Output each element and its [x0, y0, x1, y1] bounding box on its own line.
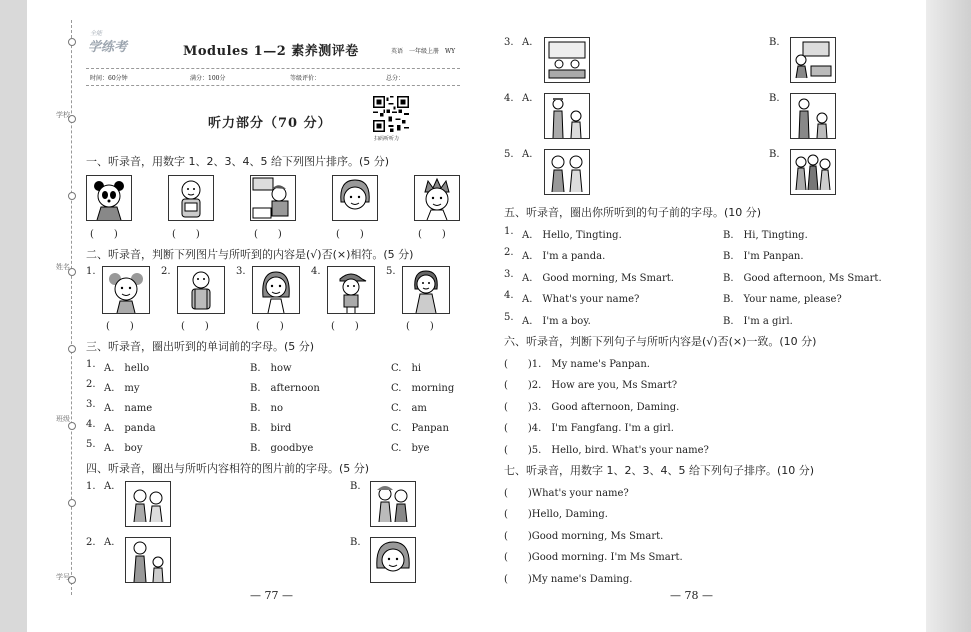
q4-picture-2b[interactable]: [370, 537, 416, 583]
q5-option-b[interactable]: B. I'm Panpan.: [723, 251, 804, 262]
q5-heading: 五、听录音，圈出你所听到的句子前的字母。(10 分): [504, 206, 762, 219]
qr-code-icon[interactable]: [373, 96, 409, 132]
q3-option-b[interactable]: B. how: [250, 363, 292, 374]
binding-hole: [68, 499, 76, 507]
q4-option-b-label[interactable]: B.: [769, 149, 780, 160]
q4-option-b-label[interactable]: B.: [350, 537, 361, 548]
q3-option-c[interactable]: C. Panpan: [391, 423, 449, 434]
binding-line: [71, 20, 73, 595]
boy-icon: [178, 267, 224, 313]
q4-option-a-label[interactable]: A.: [522, 93, 533, 104]
q3-option-a[interactable]: A. my: [104, 383, 140, 394]
q4-picture-2a[interactable]: [125, 537, 171, 583]
q6-heading: 六、听录音，判断下列句子与所听内容是(√)否(×)一致。(10 分): [504, 335, 817, 348]
margin-label-class: 班级: [56, 415, 70, 423]
boy-icon: [169, 176, 213, 220]
q1-heading: 一、听录音，用数字 1、2、3、4、5 给下列图片排序。(5 分): [86, 155, 390, 168]
boy-girl-icon: [791, 94, 835, 138]
q2-heading: 二、听录音，判断下列图片与所听到的内容是(√)否(×)相符。(5 分): [86, 248, 414, 261]
q4-picture-4b[interactable]: [790, 93, 836, 139]
q3-option-a[interactable]: A. boy: [104, 443, 143, 454]
q5-option-a[interactable]: A. Good morning, Ms Smart.: [522, 273, 674, 284]
q5-option-a[interactable]: A. I'm a panda.: [522, 251, 606, 262]
q4-picture-3a[interactable]: [544, 37, 590, 83]
q1-picture-panda: [86, 175, 132, 221]
q7-sentence[interactable]: ( )Good morning. I'm Ms Smart.: [504, 552, 683, 563]
boy-cap-icon: [328, 267, 374, 313]
q2-picture-1: [102, 266, 150, 314]
q2-number: 4.: [311, 266, 321, 277]
q3-option-a[interactable]: A. hello: [104, 363, 150, 374]
margin-label-number: 学号: [56, 573, 70, 581]
q2-picture-5: [402, 266, 450, 314]
two-kids-icon: [545, 150, 589, 194]
girl-icon: [253, 267, 299, 313]
q6-statement[interactable]: ( )3. Good afternoon, Daming.: [504, 402, 680, 413]
q3-option-b[interactable]: B. no: [250, 403, 283, 414]
q5-item-number: 3.: [504, 269, 514, 280]
q3-option-c[interactable]: C. bye: [391, 443, 430, 454]
q2-picture-3: [252, 266, 300, 314]
q4-picture-4a[interactable]: [544, 93, 590, 139]
q4-option-a-label[interactable]: A.: [104, 481, 115, 492]
q5-option-b[interactable]: B. Hi, Tingting.: [723, 230, 808, 241]
q1-picture-boy-backpack: [168, 175, 214, 221]
margin-label-name: 姓名: [56, 263, 70, 271]
q2-answer-blank[interactable]: ( ): [256, 321, 284, 332]
q4-picture-3b[interactable]: [790, 37, 836, 83]
q5-option-a[interactable]: A. What's your name?: [522, 294, 640, 305]
q6-statement[interactable]: ( )2. How are you, Ms Smart?: [504, 380, 678, 391]
q3-item-number: 4.: [86, 419, 96, 430]
q3-heading: 三、听录音，圈出听到的单词前的字母。(5 分): [86, 340, 315, 353]
q2-number: 5.: [386, 266, 396, 277]
q4-picture-1a[interactable]: [125, 481, 171, 527]
q1-picture-boy-spiky: [414, 175, 460, 221]
logo: 全能 学练考: [88, 30, 128, 55]
subject-label: 英语 一年级上册 WY: [391, 48, 456, 55]
q6-statement[interactable]: ( )4. I'm Fangfang. I'm a girl.: [504, 423, 674, 434]
q4-option-a-label[interactable]: A.: [522, 37, 533, 48]
q3-item-number: 2.: [86, 379, 96, 390]
q4-option-b-label[interactable]: B.: [350, 481, 361, 492]
q5-item-number: 2.: [504, 247, 514, 258]
q4-item-number: 2.: [86, 537, 96, 548]
q1-picture-girl: [332, 175, 378, 221]
q2-answer-blank[interactable]: ( ): [406, 321, 434, 332]
boy-girl-icon: [545, 94, 589, 138]
q3-option-b[interactable]: B. goodbye: [250, 443, 314, 454]
q1-answer-blank[interactable]: ( ): [90, 229, 118, 240]
q4-option-a-label[interactable]: A.: [104, 537, 115, 548]
q2-answer-blank[interactable]: ( ): [106, 321, 134, 332]
q2-number: 2.: [161, 266, 171, 277]
q4-heading: 四、听录音，圈出与所听内容相符的图片前的字母。(5 分): [86, 462, 370, 475]
q6-statement[interactable]: ( )5. Hello, bird. What's your name?: [504, 445, 709, 456]
q3-item-number: 3.: [86, 399, 96, 410]
q5-item-number: 1.: [504, 226, 514, 237]
q2-number: 1.: [86, 266, 96, 277]
q1-answer-blank[interactable]: ( ): [418, 229, 446, 240]
q1-answer-blank[interactable]: ( ): [254, 229, 282, 240]
page-left: [80, 0, 460, 632]
classroom-icon: [251, 176, 295, 220]
q7-heading: 七、听录音，用数字 1、2、3、4、5 给下列句子排序。(10 分): [504, 464, 815, 477]
binding-hole: [68, 345, 76, 353]
q3-option-c[interactable]: C. hi: [391, 363, 422, 374]
q5-item-number: 5.: [504, 312, 514, 323]
q7-sentence[interactable]: ( )What's your name?: [504, 488, 629, 499]
q5-option-b[interactable]: B. Your name, please?: [723, 294, 842, 305]
page-right: [500, 0, 885, 632]
binding-hole: [68, 38, 76, 46]
q4-item-number: 5.: [504, 149, 514, 160]
q3-option-a[interactable]: A. name: [104, 403, 153, 414]
q5-option-b[interactable]: B. Good afternoon, Ms Smart.: [723, 273, 882, 284]
boy-icon: [415, 176, 459, 220]
qr-label: 扫码听听力: [374, 136, 400, 142]
section-title: 听力部分（70 分）: [208, 116, 332, 131]
q4-item-number: 1.: [86, 481, 96, 492]
time-field: 时间：60分钟: [90, 75, 128, 82]
binding-hole: [68, 192, 76, 200]
q4-option-b-label[interactable]: B.: [769, 37, 780, 48]
q4-picture-5b[interactable]: [790, 149, 836, 195]
q4-item-number: 3.: [504, 37, 514, 48]
q5-option-a[interactable]: A. I'm a boy.: [522, 316, 591, 327]
teacher-icon: [403, 267, 449, 313]
blackboard-icon: [791, 38, 835, 82]
girl-icon: [103, 267, 149, 313]
q2-picture-2: [177, 266, 225, 314]
q3-item-number: 5.: [86, 439, 96, 450]
q3-option-c[interactable]: C. morning: [391, 383, 455, 394]
q5-option-b[interactable]: B. I'm a girl.: [723, 316, 793, 327]
q3-option-b[interactable]: B. bird: [250, 423, 292, 434]
q3-item-number: 1.: [86, 359, 96, 370]
classroom-scene-icon: [545, 38, 589, 82]
q4-option-b-label[interactable]: B.: [769, 93, 780, 104]
q1-picture-classroom: [250, 175, 296, 221]
margin-label-school: 学校: [56, 111, 70, 119]
group-kids-icon: [791, 150, 835, 194]
page-number-left: — 77 —: [250, 589, 293, 602]
q4-option-a-label[interactable]: A.: [522, 149, 533, 160]
q6-statement[interactable]: ( )1. My name's Panpan.: [504, 359, 650, 370]
q3-option-c[interactable]: C. am: [391, 403, 427, 414]
q7-sentence[interactable]: ( )My name's Daming.: [504, 574, 633, 585]
viewer-edge: [926, 0, 971, 632]
q3-option-b[interactable]: B. afternoon: [250, 383, 320, 394]
full-score-field: 满分：100分: [190, 75, 226, 82]
total-score-field: 总分：: [386, 75, 405, 82]
info-bar: [86, 68, 460, 86]
q1-answer-blank[interactable]: ( ): [336, 229, 364, 240]
q2-answer-blank[interactable]: ( ): [181, 321, 209, 332]
two-kids-icon: [371, 482, 415, 526]
q7-sentence[interactable]: ( )Hello, Daming.: [504, 509, 608, 520]
q7-sentence[interactable]: ( )Good morning, Ms Smart.: [504, 531, 664, 542]
q4-picture-1b[interactable]: [370, 481, 416, 527]
q2-number: 3.: [236, 266, 246, 277]
q5-item-number: 4.: [504, 290, 514, 301]
grade-field: 等级评价：: [290, 75, 321, 82]
page-number-right: — 78 —: [670, 589, 713, 602]
q1-answer-blank[interactable]: ( ): [172, 229, 200, 240]
girl-icon: [371, 538, 415, 582]
q2-answer-blank[interactable]: ( ): [331, 321, 359, 332]
q2-picture-4: [327, 266, 375, 314]
q4-item-number: 4.: [504, 93, 514, 104]
exam-title: Modules 1—2 素养测评卷: [183, 44, 359, 59]
girl-icon: [333, 176, 377, 220]
q4-picture-5a[interactable]: [544, 149, 590, 195]
two-girls-icon: [126, 482, 170, 526]
q3-option-a[interactable]: A. panda: [104, 423, 156, 434]
panda-icon: [87, 176, 131, 220]
q5-option-a[interactable]: A. Hello, Tingting.: [522, 230, 622, 241]
woman-child-icon: [126, 538, 170, 582]
